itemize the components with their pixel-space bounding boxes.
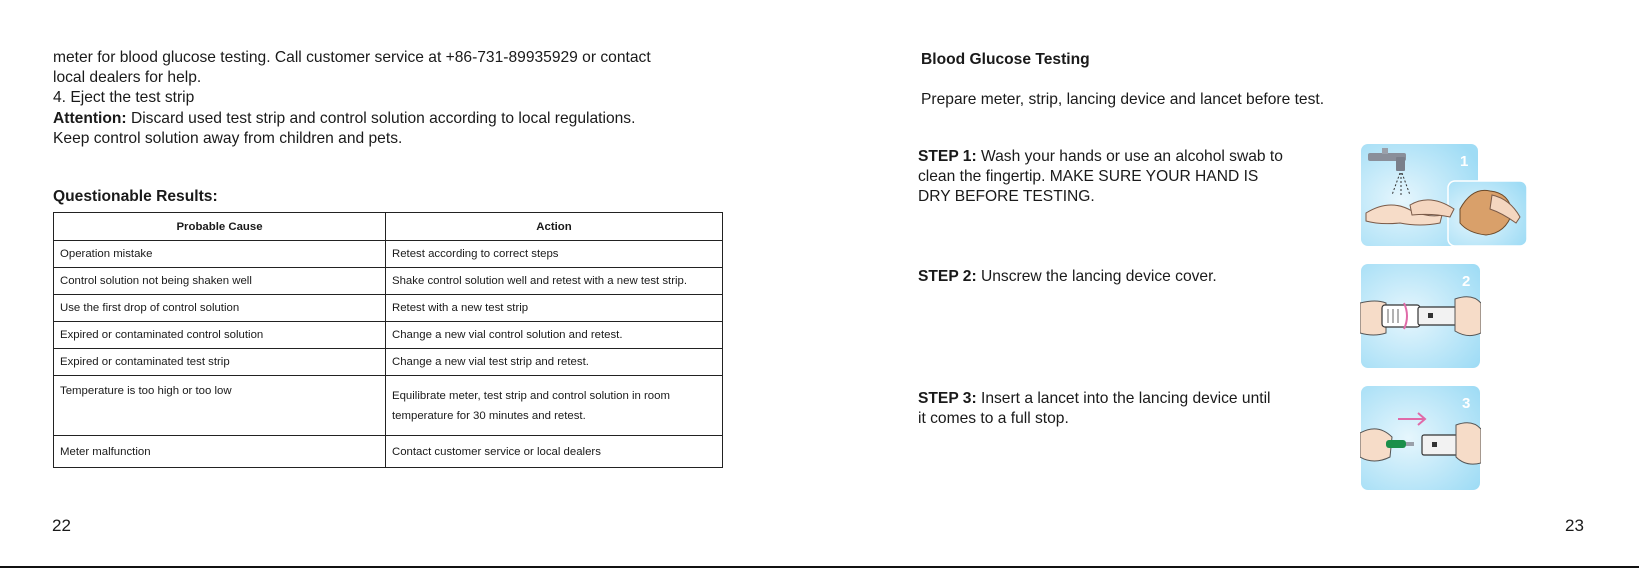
action-line-2: temperature for 30 minutes and retest. [392, 409, 586, 422]
page-number-left: 22 [52, 516, 71, 535]
questionable-results-table [53, 212, 723, 468]
table-row [54, 349, 723, 376]
action-cell: Change a new vial test strip and retest. [386, 349, 723, 376]
intro-line-1: meter for blood glucose testing. Call customer service at +86-731-89935929 or contact [53, 49, 651, 66]
table-header-row [54, 213, 723, 241]
questionable-results-title: Questionable Results: [53, 188, 218, 205]
insert-lancet-illustration [1360, 385, 1481, 491]
right-page [819, 0, 1639, 568]
handwash-illustration [1360, 143, 1528, 249]
keep-away-line: Keep control solution away from children and pets. [53, 129, 403, 147]
step-2-text [918, 267, 1318, 287]
attention-paragraph [53, 109, 773, 129]
step-3-label: STEP 3: [918, 390, 977, 407]
cause-cell: Use the first drop of control solution [54, 295, 386, 322]
prepare-text: Prepare meter, strip, lancing device and lancet before test. [921, 91, 1325, 108]
step-2-line-1: Unscrew the lancing device cover. [976, 268, 1217, 285]
table-row [54, 322, 723, 349]
step-1-label: STEP 1: [918, 148, 977, 165]
step-1-line-3: DRY BEFORE TESTING. [918, 188, 1095, 206]
action-cell: Retest with a new test strip [386, 295, 723, 322]
step-1-badge: 1 [1460, 153, 1469, 170]
step-3-line-2: it comes to a full stop. [918, 410, 1069, 428]
table-row [54, 241, 723, 268]
step-3-line-1: Insert a lancet into the lancing device until [976, 390, 1271, 407]
cause-cell: Expired or contaminated test strip [54, 349, 386, 376]
table-row [54, 376, 723, 436]
action-cell: Retest according to correct steps [386, 241, 723, 268]
intro-line-2: local dealers for help. [53, 69, 202, 87]
unscrew-cover-illustration [1360, 263, 1481, 369]
step-2-badge: 2 [1462, 273, 1471, 290]
step-1-line-1: Wash your hands or use an alcohol swab to [976, 148, 1283, 165]
lancet-icon [1386, 440, 1406, 448]
cause-cell: Temperature is too high or too low [54, 376, 386, 436]
intro-line-3: 4. Eject the test strip [53, 89, 195, 107]
attention-label: Attention: [53, 109, 127, 127]
left-page [0, 0, 819, 568]
intro-text [53, 48, 773, 149]
cause-cell: Operation mistake [54, 241, 386, 268]
attention-text: Discard used test strip and control solution according to local regulations. [126, 109, 636, 127]
page-number-right: 23 [1565, 516, 1584, 535]
section-title: Blood Glucose Testing [921, 51, 1090, 68]
step-1-line-2: clean the fingertip. MAKE SURE YOUR HAND IS [918, 168, 1259, 186]
cause-cell: Meter malfunction [54, 436, 386, 468]
action-cell [386, 376, 723, 436]
step-3-badge: 3 [1462, 395, 1471, 412]
step-2-label: STEP 2: [918, 268, 977, 285]
action-line-1: Equilibrate meter, test strip and control solution in room [392, 389, 670, 402]
table-row [54, 268, 723, 295]
table-row [54, 295, 723, 322]
table-row [54, 436, 723, 468]
action-cell: Contact customer service or local dealers [386, 436, 723, 468]
step-1-text [918, 147, 1318, 208]
action-cell: Change a new vial control solution and retest. [386, 322, 723, 349]
step-3-text [918, 389, 1318, 429]
header-probable-cause: Probable Cause [54, 213, 386, 241]
cause-cell: Expired or contaminated control solution [54, 322, 386, 349]
header-action: Action [386, 213, 723, 241]
action-cell: Shake control solution well and retest with a new test strip. [386, 268, 723, 295]
cause-cell: Control solution not being shaken well [54, 268, 386, 295]
